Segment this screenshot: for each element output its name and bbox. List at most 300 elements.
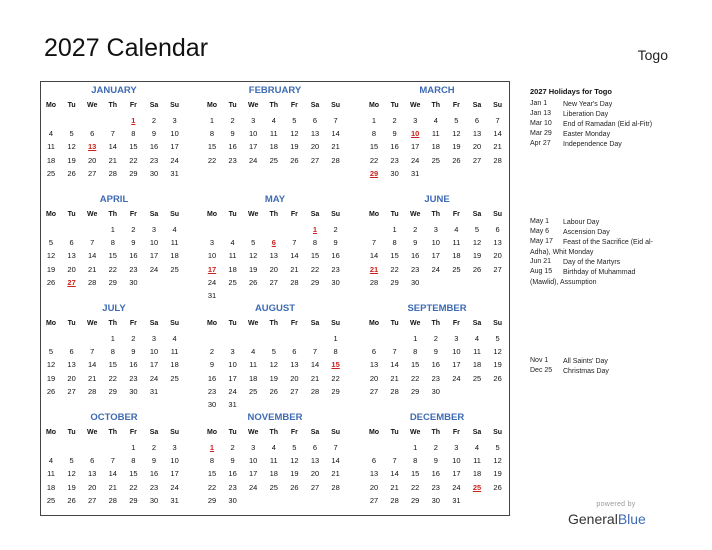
calendar-day: 5: [495, 334, 500, 343]
calendar-day: 6: [312, 443, 318, 452]
calendar-day: 28: [369, 277, 379, 287]
calendar-day: 16: [390, 142, 399, 152]
calendar-day: 15: [369, 142, 379, 152]
calendar-day: 8: [209, 456, 215, 466]
weekday-header: Su: [331, 429, 341, 436]
calendar-day: 23: [228, 155, 237, 165]
calendar-day: 31: [207, 291, 217, 300]
brand-name-part: General: [568, 511, 618, 527]
calendar-day: 12: [67, 469, 76, 479]
calendar-day: 17: [228, 373, 237, 383]
calendar-day: 2: [230, 443, 235, 452]
calendar-day: 13: [269, 251, 278, 261]
calendar-day: 11: [473, 456, 481, 466]
calendar-day: 20: [67, 264, 76, 274]
calendar-day: 8: [392, 238, 397, 248]
holiday-item: [530, 258, 680, 268]
holiday-day: 1: [209, 443, 215, 452]
calendar-day: 6: [371, 456, 377, 466]
calendar-day: 22: [369, 155, 379, 165]
calendar-day: 30: [207, 400, 217, 409]
calendar-day: 28: [493, 155, 502, 165]
calendar-day: 3: [251, 116, 256, 125]
calendar-day: 21: [390, 482, 399, 492]
weekday-header: Sa: [149, 102, 159, 109]
calendar-day: 16: [129, 251, 138, 261]
calendar-day: 17: [452, 360, 461, 370]
holiday-name-continued: (Mawlid), Assumption: [530, 279, 597, 286]
holiday-name: Feast of the Sacrifice (Eid al-: [563, 239, 653, 246]
weekday-header: Tu: [390, 102, 399, 109]
calendar-day: 21: [290, 264, 299, 274]
weekday-header: We: [410, 429, 421, 436]
weekday-header: Tu: [67, 211, 76, 218]
weekday-header: Sa: [472, 429, 482, 436]
weekday-header: We: [248, 211, 259, 218]
calendar-day: 11: [269, 456, 278, 466]
calendar-day: 28: [88, 386, 97, 396]
calendar-day: 30: [129, 386, 138, 396]
weekday-header: Su: [170, 102, 180, 109]
calendar-day: 21: [108, 482, 117, 492]
calendar-day: 17: [249, 469, 258, 479]
calendar-day: 7: [90, 347, 95, 357]
holiday-name: New Year's Day: [563, 101, 613, 108]
holiday-name: Day of the Martyrs: [563, 259, 621, 266]
calendar-day: 24: [452, 482, 461, 492]
calendar-day: 7: [333, 443, 338, 452]
holiday-name: Independence Day: [563, 141, 622, 148]
weekday-header: Th: [269, 429, 279, 436]
calendar-day: 29: [129, 168, 138, 178]
weekday-header: Tu: [67, 320, 76, 327]
calendar-day: 22: [207, 155, 217, 165]
calendar-day: 3: [251, 443, 256, 452]
calendar-day: 30: [228, 495, 237, 505]
holiday-date: May 1: [530, 218, 550, 225]
calendar-day: 14: [390, 469, 399, 479]
calendar-day: 18: [46, 482, 56, 492]
calendar-day: 5: [251, 238, 256, 248]
calendar-day: 24: [228, 386, 237, 396]
calendar-day: 11: [269, 129, 278, 139]
weekday-header: Su: [331, 211, 341, 218]
calendar-day: 9: [433, 456, 438, 466]
calendar-day: 15: [108, 251, 117, 261]
calendar-day: 8: [413, 347, 418, 357]
calendar-day: 1: [392, 225, 397, 234]
calendar-day: 5: [69, 456, 74, 466]
calendar-day: 5: [454, 116, 459, 125]
country-label: Togo: [637, 47, 668, 63]
calendar-day: 23: [390, 155, 399, 165]
holiday-date: Apr 27: [530, 140, 551, 147]
weekday-header: We: [410, 211, 421, 218]
calendar-day: 2: [131, 225, 136, 234]
weekday-header: Fr: [129, 211, 137, 218]
calendar-day: 22: [331, 373, 340, 383]
calendar-day: 30: [390, 168, 399, 178]
calendar-day: 19: [290, 469, 299, 479]
calendar-day: 18: [170, 360, 179, 370]
weekday-header: Th: [108, 320, 118, 327]
calendar-day: 15: [411, 360, 420, 370]
calendar-day: 25: [46, 168, 56, 178]
holiday-day: 13: [88, 142, 97, 152]
calendar-day: 12: [46, 251, 56, 261]
calendar-day: 26: [67, 168, 76, 178]
calendar-day: 11: [431, 129, 440, 139]
calendar-day: 3: [172, 116, 177, 125]
calendar-day: 7: [333, 116, 338, 125]
calendar-day: 15: [129, 142, 138, 152]
calendar-day: 17: [170, 142, 179, 152]
calendar-day: 6: [292, 347, 297, 357]
weekday-header: Sa: [472, 211, 482, 218]
calendar-day: 4: [251, 347, 256, 357]
calendar-day: 25: [269, 155, 278, 165]
weekday-header: Sa: [310, 102, 320, 109]
calendar-day: 31: [170, 495, 179, 505]
weekday-header: Fr: [290, 320, 298, 327]
weekday-header: Su: [493, 102, 503, 109]
calendar-day: 8: [371, 129, 377, 139]
calendar-day: 19: [249, 264, 258, 274]
calendar-day: 12: [290, 456, 299, 466]
calendar-day: 7: [392, 347, 397, 357]
weekday-header: Sa: [310, 320, 320, 327]
month-name: DECEMBER: [409, 412, 465, 423]
calendar-day: 29: [310, 277, 320, 287]
weekday-header: Su: [331, 320, 341, 327]
calendar-day: 25: [228, 277, 237, 287]
calendar-day: 5: [48, 347, 54, 357]
calendar-day: 30: [149, 168, 159, 178]
calendar-day: 26: [67, 495, 76, 505]
calendar-day: 18: [269, 142, 278, 152]
calendar-day: 14: [108, 142, 117, 152]
calendar-day: 18: [431, 142, 440, 152]
calendar-day: 17: [452, 469, 461, 479]
holiday-day: 21: [369, 264, 379, 274]
calendar-day: 16: [431, 469, 440, 479]
weekday-header: Tu: [228, 320, 237, 327]
calendar-day: 6: [474, 116, 480, 125]
holiday-item: [530, 228, 680, 238]
calendar-day: 7: [110, 456, 115, 466]
calendar-day: 5: [271, 347, 276, 357]
calendar-day: 15: [129, 469, 138, 479]
calendar-day: 20: [369, 482, 379, 492]
calendar-day: 5: [474, 225, 480, 234]
calendar-day: 12: [249, 251, 258, 261]
weekday-header: Sa: [310, 211, 320, 218]
calendar-day: 21: [108, 155, 117, 165]
calendar-day: 10: [170, 129, 179, 139]
weekday-header: Tu: [228, 102, 237, 109]
weekday-header: Mo: [45, 102, 57, 109]
calendar-day: 29: [411, 495, 420, 505]
calendar-day: 25: [170, 373, 179, 383]
calendar-day: 9: [230, 456, 235, 466]
calendar-day: 27: [369, 386, 379, 396]
holiday-group: [530, 218, 680, 288]
holiday-date: Dec 25: [530, 367, 553, 374]
calendar-day: 2: [131, 334, 136, 343]
calendar-day: 22: [108, 373, 117, 383]
calendar-day: 28: [390, 386, 399, 396]
holiday-day: 25: [472, 482, 482, 492]
calendar-day: 3: [151, 225, 157, 234]
weekday-header: Tu: [390, 211, 399, 218]
calendar-day: 14: [331, 129, 340, 139]
calendar-day: 12: [269, 360, 278, 370]
holidays-title: 2027 Holidays for Togo: [530, 87, 612, 96]
calendar-day: 18: [269, 469, 278, 479]
calendar-day: 11: [170, 347, 179, 357]
calendar-day: 20: [269, 264, 278, 274]
weekday-header: Sa: [472, 320, 482, 327]
holiday-date: May 6: [530, 228, 550, 235]
calendar-day: 9: [151, 129, 157, 139]
calendar-day: 31: [452, 495, 461, 505]
calendar-day: 9: [131, 238, 136, 248]
calendar-day: 30: [411, 277, 420, 287]
calendar-day: 29: [108, 386, 117, 396]
calendar-day: 22: [310, 264, 320, 274]
holiday-group: [530, 100, 680, 150]
month-name: AUGUST: [254, 303, 296, 314]
calendar-day: 18: [472, 469, 482, 479]
weekday-header: Su: [170, 211, 180, 218]
powered-by-text: powered by: [596, 501, 636, 508]
calendar-day: 2: [392, 116, 397, 125]
weekday-header: Su: [170, 320, 180, 327]
calendar-day: 10: [228, 360, 237, 370]
calendar-day: 19: [493, 469, 502, 479]
calendar-day: 28: [108, 168, 117, 178]
calendar-day: 30: [129, 277, 138, 287]
weekday-header: Fr: [129, 429, 137, 436]
calendar-day: 31: [170, 168, 179, 178]
calendar-day: 31: [149, 386, 159, 396]
calendar-day: 27: [290, 386, 299, 396]
calendar-day: 10: [249, 129, 258, 139]
calendar-day: 13: [310, 456, 320, 466]
calendar-day: 4: [433, 116, 438, 125]
calendar-day: 15: [411, 469, 420, 479]
calendar-day: 4: [48, 129, 54, 139]
calendar-day: 22: [411, 482, 420, 492]
calendar-day: 13: [493, 238, 502, 248]
weekday-header: Th: [431, 211, 441, 218]
calendar-day: 23: [129, 373, 138, 383]
calendar-day: 1: [413, 334, 418, 343]
calendar-day: 7: [90, 238, 95, 248]
calendar-grid: [40, 81, 510, 516]
calendar-day: 8: [333, 347, 338, 357]
weekday-header: Th: [431, 429, 441, 436]
calendar-day: 28: [331, 482, 340, 492]
weekday-header: We: [87, 429, 98, 436]
holiday-item: [530, 100, 680, 110]
calendar-day: 2: [433, 443, 438, 452]
calendar-day: 1: [333, 334, 338, 343]
weekday-header: We: [248, 320, 259, 327]
weekday-header: Th: [269, 320, 279, 327]
calendar-day: 24: [452, 373, 461, 383]
weekday-header: Sa: [149, 320, 159, 327]
calendar-day: 10: [249, 456, 258, 466]
weekday-header: Tu: [67, 429, 76, 436]
weekday-header: Th: [431, 320, 441, 327]
calendar-day: 2: [151, 116, 157, 125]
calendar-day: 7: [292, 238, 297, 248]
weekday-header: Fr: [452, 429, 460, 436]
calendar-day: 8: [131, 456, 136, 466]
calendar-day: 29: [411, 386, 420, 396]
calendar-day: 4: [172, 225, 177, 234]
calendar-day: 19: [67, 155, 76, 165]
weekday-header: Tu: [67, 102, 76, 109]
weekday-header: Sa: [149, 211, 159, 218]
calendar-day: 19: [67, 482, 76, 492]
weekday-header: Mo: [368, 211, 380, 218]
calendar-day: 1: [110, 334, 115, 343]
calendar-day: 1: [131, 443, 136, 452]
holiday-name: All Saints' Day: [563, 358, 608, 365]
weekday-header: Th: [431, 102, 441, 109]
calendar-day: 7: [392, 456, 397, 466]
calendar-day: 8: [209, 129, 215, 139]
calendar-day: 8: [312, 238, 318, 248]
calendar-day: 21: [88, 264, 97, 274]
holiday-day: 10: [411, 129, 420, 139]
calendar-day: 15: [310, 251, 320, 261]
holiday-day: 27: [67, 277, 76, 287]
weekday-header: Su: [493, 320, 503, 327]
brand-logo[interactable]: [568, 511, 646, 527]
holiday-item: [530, 110, 680, 120]
calendar-day: 31: [411, 168, 420, 178]
calendar-day: 26: [46, 277, 56, 287]
calendar-day: 18: [228, 264, 237, 274]
calendar-day: 21: [331, 469, 340, 479]
calendar-day: 20: [67, 373, 76, 383]
calendar-day: 25: [170, 264, 179, 274]
calendar-day: 2: [333, 225, 338, 234]
calendar-day: 17: [249, 142, 258, 152]
weekday-header: We: [248, 429, 259, 436]
holiday-item: [530, 218, 680, 228]
calendar-day: 9: [230, 129, 235, 139]
calendar-day: 19: [269, 373, 278, 383]
calendar-day: 20: [88, 155, 97, 165]
calendar-day: 1: [110, 225, 115, 234]
calendar-day: 3: [454, 443, 459, 452]
calendar-day: 6: [90, 456, 95, 466]
weekday-header: Th: [108, 102, 118, 109]
calendar-day: 26: [452, 155, 461, 165]
calendar-day: 4: [271, 116, 276, 125]
weekday-header: Su: [170, 429, 180, 436]
holiday-item: [530, 140, 680, 150]
calendar-day: 11: [47, 142, 55, 152]
calendar-day: 19: [472, 251, 482, 261]
holiday-date: Jun 21: [530, 258, 552, 265]
calendar-day: 22: [129, 155, 138, 165]
calendar-day: 17: [431, 251, 440, 261]
calendar-day: 7: [371, 238, 377, 248]
calendar-day: 23: [149, 482, 159, 492]
calendar-day: 11: [170, 238, 179, 248]
calendar-day: 21: [310, 373, 320, 383]
weekday-header: Th: [269, 211, 279, 218]
weekday-header: Fr: [129, 320, 137, 327]
calendar-day: 16: [228, 142, 237, 152]
calendar-day: 13: [67, 251, 76, 261]
calendar-day: 12: [290, 129, 299, 139]
calendar-day: 18: [452, 251, 461, 261]
calendar-day: 12: [472, 238, 482, 248]
holiday-day: 29: [369, 168, 379, 178]
holiday-item: [530, 367, 680, 377]
holiday-name: Christmas Day: [563, 368, 609, 375]
month-name: MARCH: [419, 85, 455, 96]
weekday-header: Su: [493, 429, 503, 436]
calendar-day: 4: [474, 443, 480, 452]
calendar-day: 20: [472, 142, 482, 152]
calendar-day: 27: [310, 482, 320, 492]
calendar-day: 4: [454, 225, 459, 234]
weekday-header: We: [87, 320, 98, 327]
calendar-day: 7: [110, 129, 115, 139]
month-name: FEBRUARY: [248, 85, 302, 96]
calendar-day: 29: [108, 277, 117, 287]
calendar-day: 23: [331, 264, 340, 274]
calendar-day: 7: [312, 347, 318, 357]
holiday-day: 1: [312, 225, 318, 234]
month-name: JANUARY: [91, 85, 137, 96]
calendar-day: 22: [108, 264, 117, 274]
calendar-day: 25: [431, 155, 440, 165]
calendar-day: 28: [88, 277, 97, 287]
calendar-day: 24: [149, 373, 159, 383]
calendar-day: 29: [129, 495, 138, 505]
calendar-day: 24: [149, 264, 159, 274]
calendar-day: 29: [207, 495, 217, 505]
calendar-day: 19: [493, 360, 502, 370]
calendar-day: 1: [371, 116, 377, 125]
holiday-item: [530, 120, 680, 130]
calendar-day: 27: [269, 277, 278, 287]
calendar-day: 2: [230, 116, 235, 125]
calendar-day: 30: [149, 495, 159, 505]
calendar-day: 14: [108, 469, 117, 479]
calendar-day: 21: [331, 142, 340, 152]
calendar-day: 2: [433, 334, 438, 343]
weekday-header: Mo: [368, 102, 380, 109]
month-name: JULY: [102, 303, 126, 314]
calendar-day: 9: [209, 360, 215, 370]
calendar-day: 6: [69, 238, 74, 248]
calendar-day: 3: [209, 238, 215, 248]
weekday-header: We: [410, 320, 421, 327]
calendar-day: 10: [452, 456, 461, 466]
holiday-item: [530, 238, 680, 248]
weekday-header: We: [410, 102, 421, 109]
calendar-day: 11: [452, 238, 461, 248]
